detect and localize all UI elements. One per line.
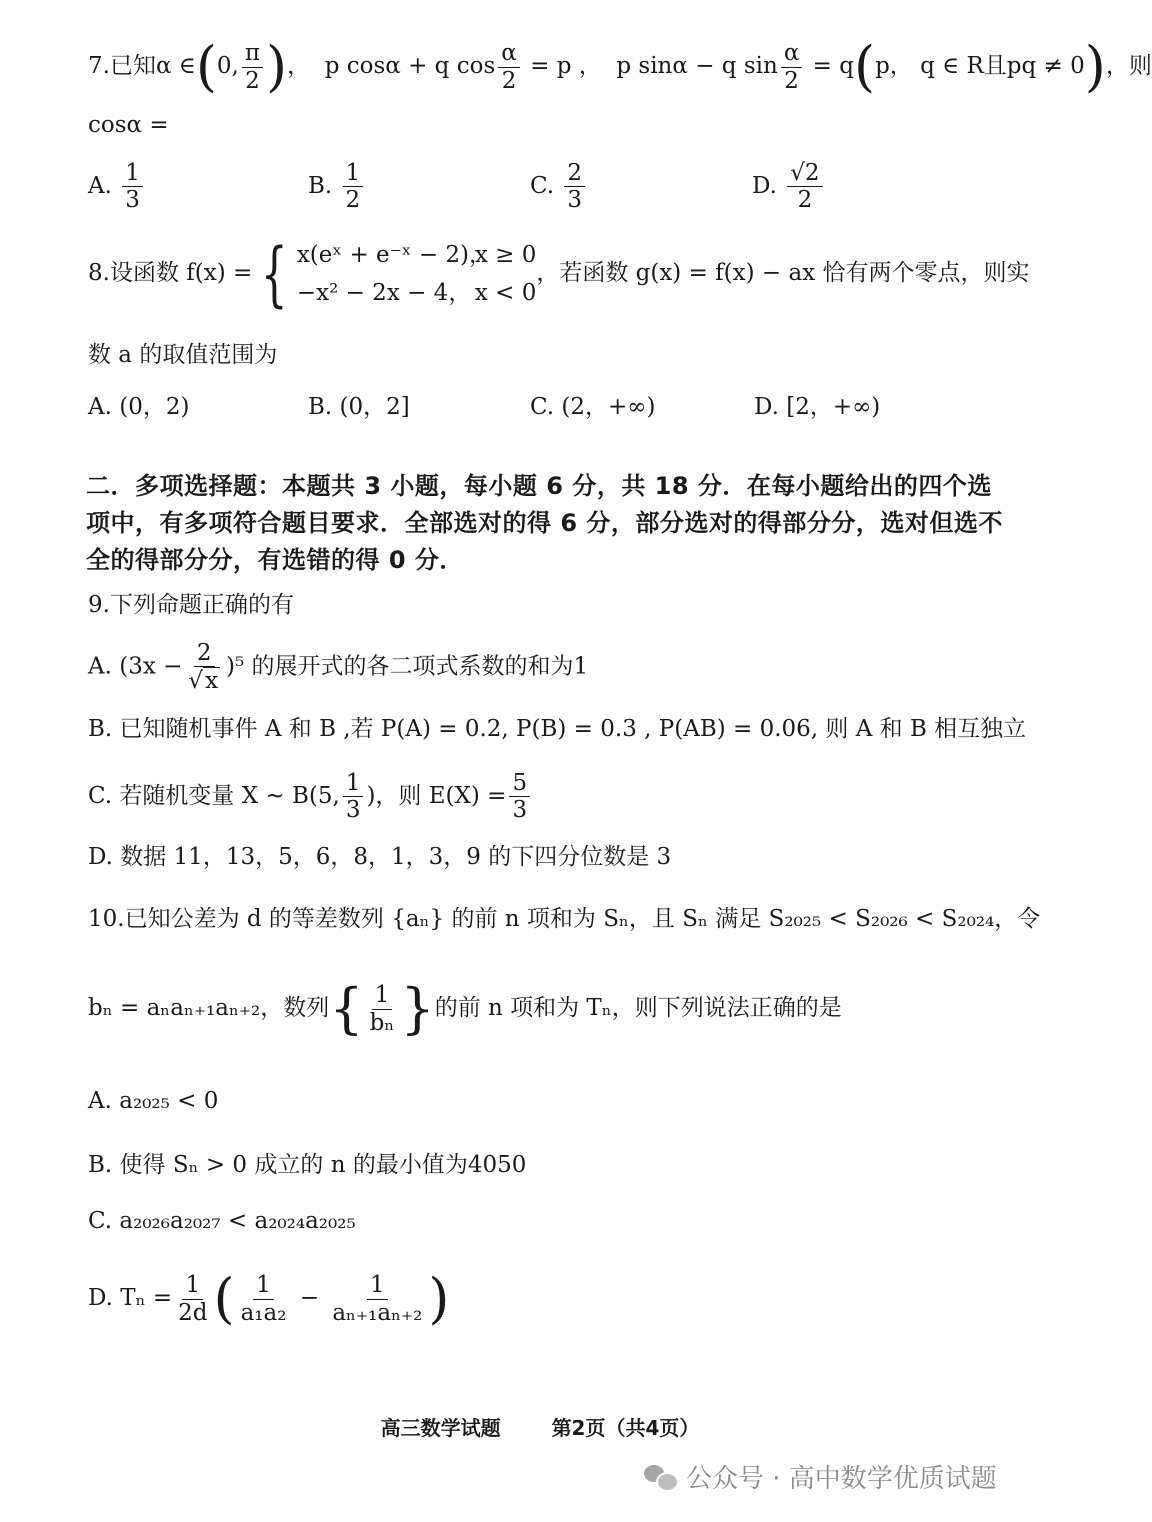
q7-option-c: C. $\frac{2}{3}$ <box>530 160 588 214</box>
q8-line1: 8.设函数 f(x) = { x(eˣ + e⁻ˣ − 2)， x ≥ 0 −x² − 2x − 4， x < 0 ，若函数 g(x) = f(x) − ax 恰有两个零点，则实 <box>88 233 1030 315</box>
section2-instructions: 二．多项选择题：本题共 3 小题，每小题 6 分，共 18 分．在每小题给出的四个选项中，有多项符合题目要求．全部选对的得 6 分，部分选对的得部分分，选对但选不全的得部分分，有选错的得 0 分． <box>86 472 1003 574</box>
q8-option-b: B. (0，2] <box>308 394 410 420</box>
q10-option-d: D. Tₙ = $\frac{1}{2d}$ ( $\frac{1}{\text{a₁a₂}}$ − $\frac{1}{\text{aₙ₊₁aₙ₊₂}}$ ) <box>88 1267 450 1330</box>
q7-option-a: A. $\frac{1}{3}$ <box>88 160 146 214</box>
q10-option-b: B. 使得 Sₙ > 0 成立的 n 的最小值为4050 <box>88 1152 527 1178</box>
wechat-icon <box>644 1463 676 1491</box>
q7-option-b: B. $\frac{1}{2}$ <box>308 160 366 214</box>
q9-stem: 9.下列命题正确的有 <box>88 592 294 618</box>
q10-option-c: C. a₂₀₂₆a₂₀₂₇ < a₂₀₂₄a₂₀₂₅ <box>88 1208 356 1234</box>
q10-stem-line2: bₙ = aₙaₙ₊₁aₙ₊₂，数列{ $\frac{1}{\text{bₙ}}$ }的前 n 项和为 Tₙ，则下列说法正确的是 <box>88 977 842 1040</box>
q10-stem-line1: 10.已知公差为 d 的等差数列 {aₙ} 的前 n 项和为 Sₙ，且 Sₙ 满足 S₂₀₂₅ < S₂₀₂₆ < S₂₀₂₄，令 <box>88 906 1041 932</box>
q9-option-c: C. 若随机变量 X ~ B(5, $\frac{1}{3}$ )，则 E(X) = $\frac{5}{3}$ <box>88 770 533 824</box>
q9-option-a: A. (3x − $\frac{2}{√x}$ )⁵ 的展开式的各二项式系数的和为1 <box>88 640 589 695</box>
q7-line1: 7.已知α ∈(0, $\frac{\pi}{2}$ )， p cosα + q cos $\frac{\alpha}{2}$ = p ， p sinα − q sin $\frac{\alpha}{2}$ = q(p， q ∈ R且pq ≠ 0)，则 <box>88 35 1152 98</box>
footer-page-number: 第2页（共4页） <box>551 1416 700 1440</box>
q7-line2: cosα = <box>88 112 169 138</box>
footer-subject: 高三数学试题 <box>380 1416 501 1440</box>
q8-option-c: C. (2，+∞) <box>530 394 656 420</box>
q8-line2: 数 a 的取值范围为 <box>88 342 278 368</box>
page-footer <box>0 1412 1080 1441</box>
q9-option-d: D. 数据 11，13，5，6，8，1，3，9 的下四分位数是 3 <box>88 844 672 870</box>
q10-option-a: A. a₂₀₂₅ < 0 <box>88 1088 219 1114</box>
watermark <box>644 1458 997 1495</box>
q8-option-a: A. (0，2) <box>88 394 190 420</box>
q8-option-d: D. [2，+∞) <box>754 394 881 420</box>
q7-option-d: D. $\frac{√2}{2}$ <box>752 160 826 214</box>
watermark-text: 公众号 · 高中数学优质试题 <box>686 1464 997 1494</box>
q9-option-b: B. 已知随机事件 A 和 B ,若 P(A) = 0.2, P(B) = 0.3 , P(AB) = 0.06, 则 A 和 B 相互独立 <box>88 716 1027 742</box>
piecewise-cases: x(eˣ + e⁻ˣ − 2)， x ≥ 0 −x² − 2x − 4， x < 0 <box>296 242 537 306</box>
